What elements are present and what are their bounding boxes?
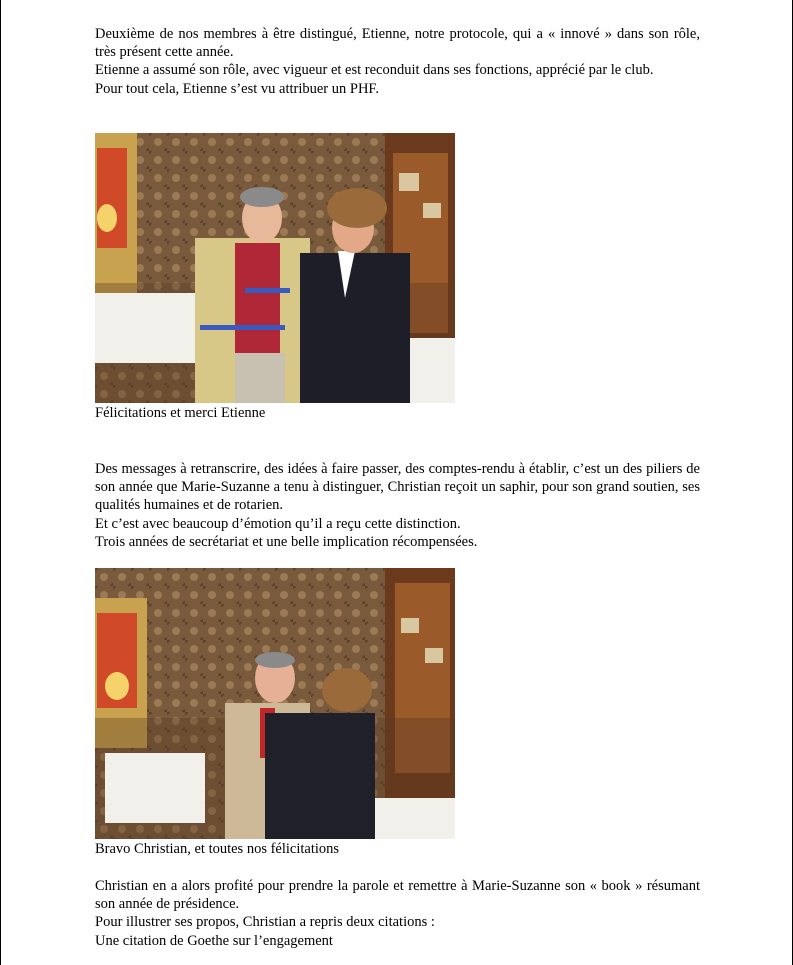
paragraph: Pour illustrer ses propos, Christian a repris deux citations : <box>95 914 435 931</box>
paragraph: Des messages à retranscrire, des idées à faire passer, des comptes-rendu à établir, c’est un des piliers de son année que Marie-Suzanne a tenu à distinguer, Christian reçoit un saphir, pour son grand soutien, ses qualités humaines et de rotarien. <box>95 461 700 514</box>
paragraph: Christian en a alors profité pour prendre la parole et remettre à Marie-Suzanne son « book » résumant son année de présidence. <box>95 878 700 913</box>
page-left-border <box>0 0 1 965</box>
paragraph: Deuxième de nos membres à être distingué, Etienne, notre protocole, qui a « innové » dans son rôle, très présent cette année. <box>95 26 700 61</box>
section-christian <box>95 460 700 551</box>
paragraph: Une citation de Goethe sur l’engagement <box>95 932 333 949</box>
paragraph: Et c’est avec beaucoup d’émotion qu’il a reçu cette distinction. <box>95 515 461 532</box>
paragraph: Trois années de secrétariat et une belle implication récompensées. <box>95 533 478 550</box>
photo-etienne-caption: Félicitations et merci Etienne <box>95 405 266 421</box>
paragraph: Pour tout cela, Etienne s’est vu attribuer un PHF. <box>95 80 379 97</box>
paragraph: Etienne a assumé son rôle, avec vigueur et est reconduit dans ses fonctions, apprécié par le club. <box>95 62 654 79</box>
photo-christian <box>95 568 455 839</box>
section-etienne <box>95 25 700 98</box>
photo-etienne <box>95 133 455 403</box>
section-book <box>95 877 700 950</box>
photo-christian-caption: Bravo Christian, et toutes nos félicitations <box>95 841 340 857</box>
